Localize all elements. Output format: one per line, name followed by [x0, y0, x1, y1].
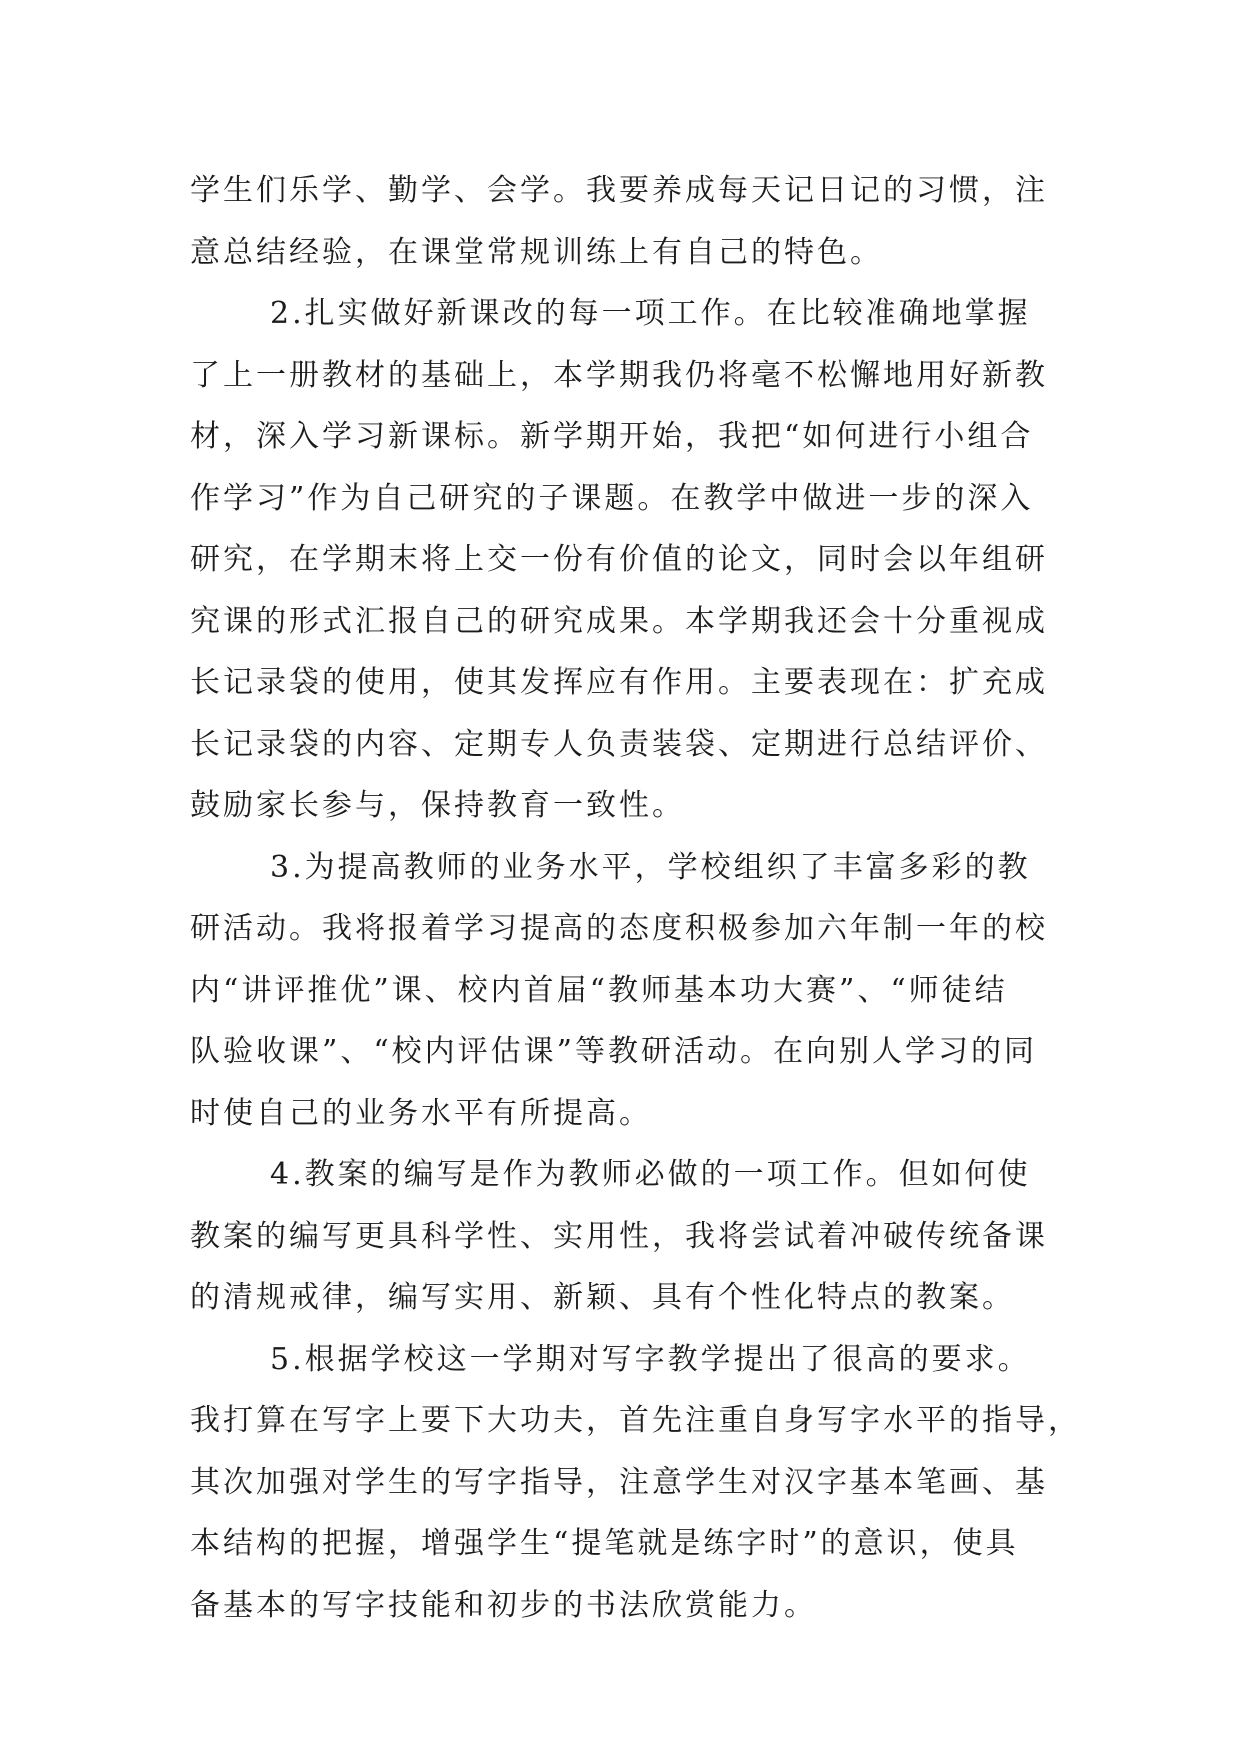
- text-line: 时使自己的业务水平有所提高。: [190, 1095, 652, 1131]
- text-line: 鼓励家长参与，保持教育一致性。: [190, 788, 685, 823]
- text-line: 本结构的把握，增强学生“提笔就是练字时”的意识，使具: [190, 1526, 1019, 1561]
- paragraph-start-line: 4.教案的编写是作为教师必做的一项工作。但如何使: [270, 1157, 1031, 1192]
- text-line: 作学习”作为自己研究的子课题。在教学中做进一步的深入: [190, 480, 1034, 516]
- text-line: 备基本的写字技能和初步的书法欣赏能力。: [190, 1587, 817, 1623]
- text-line: 我打算在写字上要下大功夫，首先注重自身写字水平的指导，: [190, 1403, 1081, 1438]
- text-line: 队验收课”、“校内评估课”等教研活动。在向别人学习的同: [190, 1034, 1038, 1069]
- text-line: 长记录袋的使用，使其发挥应有作用。主要表现在：扩充成: [190, 665, 1048, 700]
- text-line: 研究，在学期末将上交一份有价值的论文，同时会以年组研: [190, 542, 1048, 577]
- text-line: 究课的形式汇报自己的研究成果。本学期我还会十分重视成: [190, 603, 1048, 639]
- paragraph-start-line: 5.根据学校这一学期对写字教学提出了很高的要求。: [270, 1341, 1031, 1377]
- paragraph-start-line: 2.扎实做好新课改的每一项工作。在比较准确地掌握: [270, 296, 1031, 331]
- text-line: 长记录袋的内容、定期专人负责装袋、定期进行总结评价、: [190, 726, 1048, 762]
- text-line: 了上一册教材的基础上，本学期我仍将毫不松懈地用好新教: [190, 357, 1048, 393]
- paragraph-start-line: 3.为提高教师的业务水平，学校组织了丰富多彩的教: [270, 849, 1031, 885]
- text-line: 教案的编写更具科学性、实用性，我将尝试着冲破传统备课: [190, 1218, 1048, 1254]
- text-line: 其次加强对学生的写字指导，注意学生对汉字基本笔画、基: [190, 1464, 1048, 1500]
- document-body: [190, 160, 1081, 1636]
- text-line: 内“讲评推优”课、校内首届“教师基本功大赛”、“师徒结: [190, 972, 1008, 1008]
- text-line: 意总结经验，在课堂常规训练上有自己的特色。: [190, 234, 883, 270]
- text-line: 的清规戒律，编写实用、新颖、具有个性化特点的教案。: [190, 1280, 1015, 1315]
- text-line: 材，深入学习新课标。新学期开始，我把“如何进行小组合: [190, 419, 1034, 454]
- text-line: 研活动。我将报着学习提高的态度积极参加六年制一年的校: [190, 911, 1048, 946]
- text-line: 学生们乐学、勤学、会学。我要养成每天记日记的习惯，注: [190, 173, 1048, 208]
